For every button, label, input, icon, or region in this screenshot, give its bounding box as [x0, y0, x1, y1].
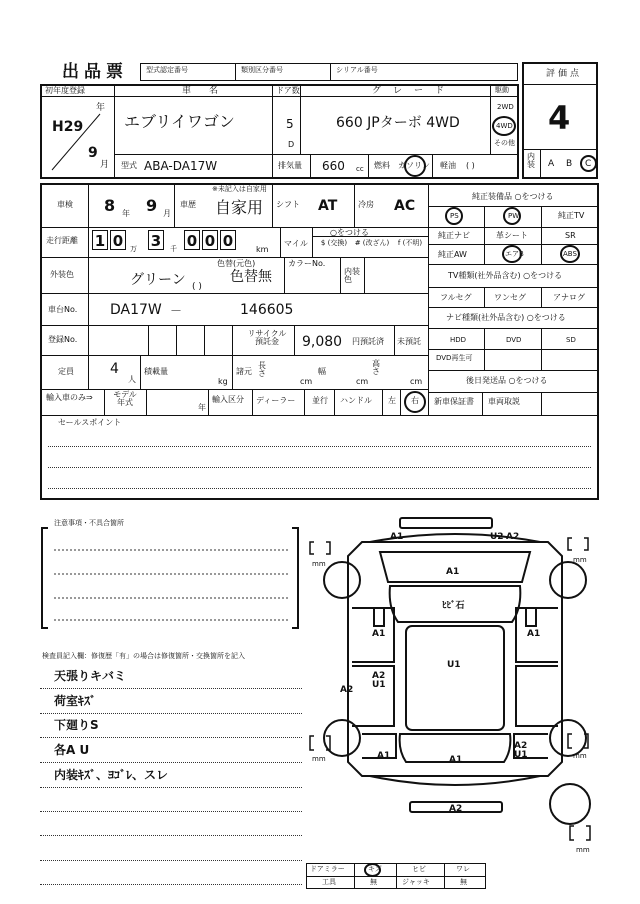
tv-title: TV種類(社外品含む) ○をつける	[448, 271, 563, 280]
dvd-playback: DVD再生可	[436, 354, 473, 362]
equip-abs-circle	[560, 245, 580, 263]
mark-windshield: ﾋﾋﾞ石	[442, 601, 465, 611]
import-parallel: 並行	[312, 396, 328, 405]
mark-front-bumper-u2: U2	[490, 532, 504, 542]
navi-title: ナビ種類(社外品含む) ○をつける	[446, 313, 566, 322]
mirror-crack: ヒビ	[412, 865, 426, 873]
note-item-3: 下廻りS	[54, 718, 99, 732]
score-label: 評価点	[546, 69, 583, 79]
grade-value: 660 JPターボ 4WD	[336, 115, 460, 131]
grade-c-circle	[580, 155, 597, 172]
mark-left-sill: A2	[340, 685, 354, 695]
insp-year-unit: 年	[122, 209, 130, 218]
doors-suffix: D	[288, 140, 295, 149]
height-cm: cm	[410, 377, 423, 386]
model-year-unit: 年	[198, 403, 206, 412]
drive-2wd: 2WD	[497, 103, 514, 111]
width-cm: cm	[356, 377, 369, 386]
tv-fullseg: フルセグ	[440, 293, 472, 302]
mileage-label: 走行距離	[46, 236, 78, 245]
mirror-scratch-circle	[364, 863, 381, 877]
recycle-value: 9,080	[302, 334, 343, 350]
capacity-value: 4	[110, 361, 119, 377]
later-warranty: 新車保証書	[434, 397, 474, 406]
sales-points-label: セールスポイント	[58, 418, 122, 427]
jack-label: ジャッキ	[402, 878, 430, 886]
grade-a: A	[548, 159, 555, 169]
height-label: 高さ	[372, 359, 380, 376]
insp-month-unit: 月	[163, 209, 171, 218]
handle-left: 左	[388, 396, 396, 405]
fuel-other: ( )	[466, 161, 475, 170]
displacement-value: 660	[322, 159, 345, 173]
first-reg-year: H29	[52, 119, 84, 135]
kg-unit: kg	[218, 377, 228, 386]
caution-bracket	[40, 519, 310, 634]
grade-c: C	[585, 159, 592, 169]
tv-oneseg: ワンセグ	[494, 293, 526, 302]
score-value: 4	[548, 99, 571, 137]
drive-label: 駆動	[495, 86, 509, 94]
mirror-break: ワレ	[456, 865, 470, 873]
jack-value: 無	[460, 878, 467, 886]
tools-value: 無	[370, 878, 377, 886]
first-reg-slash	[48, 110, 108, 174]
mirror-scratch: キズ	[368, 865, 382, 873]
caution-label: 注意事項・不具合箇所	[54, 519, 124, 527]
mark-front-bumper-a1: A1	[390, 532, 404, 542]
man-unit: 万	[130, 245, 137, 253]
equip-ps-circle	[445, 207, 463, 225]
inspection-year: 8	[104, 196, 116, 215]
tire-rr-unit: mm	[573, 752, 587, 760]
equip-aw: 純正AW	[438, 250, 467, 259]
drive-4wd: 4WD	[496, 122, 513, 130]
chassis-dash: －	[170, 304, 183, 318]
history-value: 自家用	[215, 198, 264, 217]
form-title: 出品票	[62, 62, 128, 82]
year-unit: 年	[96, 103, 106, 113]
shift-label: シフト	[276, 200, 300, 209]
model-label: 型式	[121, 161, 137, 170]
note-item-2: 荷室ｷｽﾞ	[54, 694, 97, 708]
recycle-label: リサイクル預託金	[247, 329, 287, 346]
fuel-diesel: 軽油	[440, 161, 456, 170]
drive-other: その他	[494, 139, 515, 147]
person-unit: 人	[128, 375, 136, 384]
repaint-label: 色替(元色)	[217, 259, 256, 268]
chassis-prefix: DA17W	[110, 302, 162, 318]
mileage-unknown: f (不明)	[397, 239, 423, 247]
inspection-label: 車検	[57, 200, 73, 209]
mileage-exchange: $ (交換)	[320, 239, 348, 247]
interior-color-label: 内装色	[344, 267, 360, 284]
mark-hood: A1	[446, 567, 460, 577]
exterior-value: グリーン	[130, 272, 186, 288]
mark-left-rear-u1: U1	[372, 680, 386, 690]
chassis-label: 車台No.	[48, 305, 78, 314]
later-manual: 車両取説	[488, 397, 520, 406]
equip-leather: 革シート	[496, 231, 528, 240]
ac-label: 冷房	[358, 200, 374, 209]
mileage-digit-5: 0	[202, 230, 218, 250]
first-reg-month: 9	[88, 145, 98, 161]
tv-analog: アナログ	[553, 293, 585, 302]
mark-right-front-door: A1	[527, 629, 541, 639]
fuel-gasoline: ガソリン	[398, 161, 430, 170]
model-year-label: モデル年式	[113, 390, 137, 407]
cc-unit: cc	[356, 165, 364, 173]
equip-sr: SR	[565, 231, 576, 240]
equip-ps: PS	[450, 212, 459, 220]
sen-unit: 千	[170, 245, 177, 253]
doors-label: ドア数	[276, 86, 300, 95]
tire-rl-unit: mm	[312, 755, 326, 763]
equip-tv: 純正TV	[558, 211, 585, 220]
class-label: 類別区分番号	[241, 66, 283, 74]
mirror-label: ドアミラー	[310, 865, 345, 873]
equip-abs: ABS	[563, 250, 577, 258]
exterior-label: 外装色	[50, 270, 74, 279]
model-value: ABA-DA17W	[144, 159, 218, 173]
drive-4wd-circle	[492, 116, 516, 136]
equip-pw: PW	[508, 212, 520, 220]
navi-dvd: DVD	[506, 336, 522, 344]
equip-pw-circle	[503, 207, 521, 225]
mark-right-rear-a2: A2	[514, 741, 528, 751]
later-title: 後日発送品 ○をつける	[466, 376, 548, 385]
header-id-row	[140, 63, 518, 81]
repaint-paren: ( )	[192, 282, 202, 292]
length-cm: cm	[300, 377, 313, 386]
recycle-unpaid: 未預託	[397, 337, 421, 346]
dims-label: 諸元	[236, 367, 252, 376]
car-diagram	[300, 512, 610, 848]
navi-sd: SD	[566, 336, 576, 344]
note-item-4: 各A U	[54, 743, 90, 757]
mileage-digit-4: 0	[184, 230, 200, 250]
navi-hdd: HDD	[450, 336, 467, 344]
grade-label: グレード	[372, 86, 457, 96]
mileage-digit-2: 0	[110, 230, 126, 250]
km-unit: km	[256, 245, 269, 254]
equip-navi: 純正ナビ	[438, 231, 470, 240]
note-item-5: 内装ｷｽﾞ、ﾖｺﾞﾚ、スレ	[54, 768, 169, 782]
check-note: ○をつける	[330, 228, 369, 237]
width-label: 幅	[318, 367, 326, 376]
grade-b: B	[566, 159, 573, 169]
handle-label: ハンドル	[340, 396, 372, 405]
mileage-digit-1: 1	[92, 230, 108, 250]
history-label: 車歴	[180, 200, 196, 209]
mark-left-rear-quarter: A1	[377, 751, 391, 761]
car-name: エブリイワゴン	[124, 112, 235, 131]
month-unit: 月	[100, 160, 110, 170]
equip-airbag-circle	[502, 245, 522, 263]
spare-unit: mm	[576, 846, 590, 854]
mileage-digit-6: 0	[220, 230, 236, 250]
first-reg-label: 初年度登録	[45, 86, 85, 95]
import-class-label: 輸入区分	[212, 395, 244, 404]
tools-label: 工具	[322, 878, 336, 886]
colorno-label: カラーNo.	[288, 259, 326, 268]
regno-label: 登録No.	[48, 335, 78, 344]
note-item-1: 天張りキバミ	[54, 669, 127, 683]
load-label: 積載量	[144, 367, 168, 376]
mark-left-front-door: A1	[372, 629, 386, 639]
import-dealer: ディーラー	[256, 396, 296, 405]
import-label: 輸入車のみ⇒	[46, 393, 93, 402]
mark-roof: U1	[447, 660, 461, 670]
mileage-digit-3: 3	[148, 230, 164, 250]
fuel-label: 燃料	[374, 161, 390, 170]
fuel-gasoline-circle	[404, 155, 426, 177]
repaint-value: 色替無	[230, 269, 272, 285]
serial-label: シリアル番号	[336, 66, 378, 74]
mark-right-rear-u1: U1	[514, 750, 528, 760]
displacement-label: 排気量	[278, 161, 302, 170]
equipment-title: 純正装備品 ○をつける	[472, 192, 554, 201]
chassis-number: 146605	[240, 302, 294, 318]
length-label: 長さ	[258, 361, 266, 378]
history-note: ※未記入は自家用	[212, 185, 267, 193]
handle-right-circle	[404, 391, 426, 413]
mileage-altered: # (改ざん)	[354, 239, 390, 247]
mark-rear-bumper: A2	[449, 804, 463, 814]
ac-value: AC	[394, 198, 416, 214]
recycle-unit: 円預託済	[352, 337, 384, 346]
inspector-label: 検査員記入欄：修復歴「有」の場合は修復箇所・交換箇所を記入	[42, 652, 245, 660]
inspection-month: 9	[146, 196, 158, 215]
name-label: 車名	[182, 86, 237, 96]
equip-airbag: エアB	[505, 250, 524, 258]
mile-option: マイル	[284, 239, 308, 248]
interior-grade-label: 内装	[527, 152, 535, 169]
tire-fl-unit: mm	[312, 560, 326, 568]
mark-back-door: A1	[449, 755, 463, 765]
type-cert-label: 型式認定番号	[146, 66, 188, 74]
shift-value: AT	[318, 198, 338, 214]
capacity-label: 定員	[58, 367, 74, 376]
tire-fr-unit: mm	[573, 556, 587, 564]
mark-left-rear-a2: A2	[372, 671, 386, 681]
handle-right: 右	[411, 396, 419, 405]
doors-value: 5	[286, 117, 294, 131]
mark-front-bumper-a2: A2	[506, 532, 520, 542]
